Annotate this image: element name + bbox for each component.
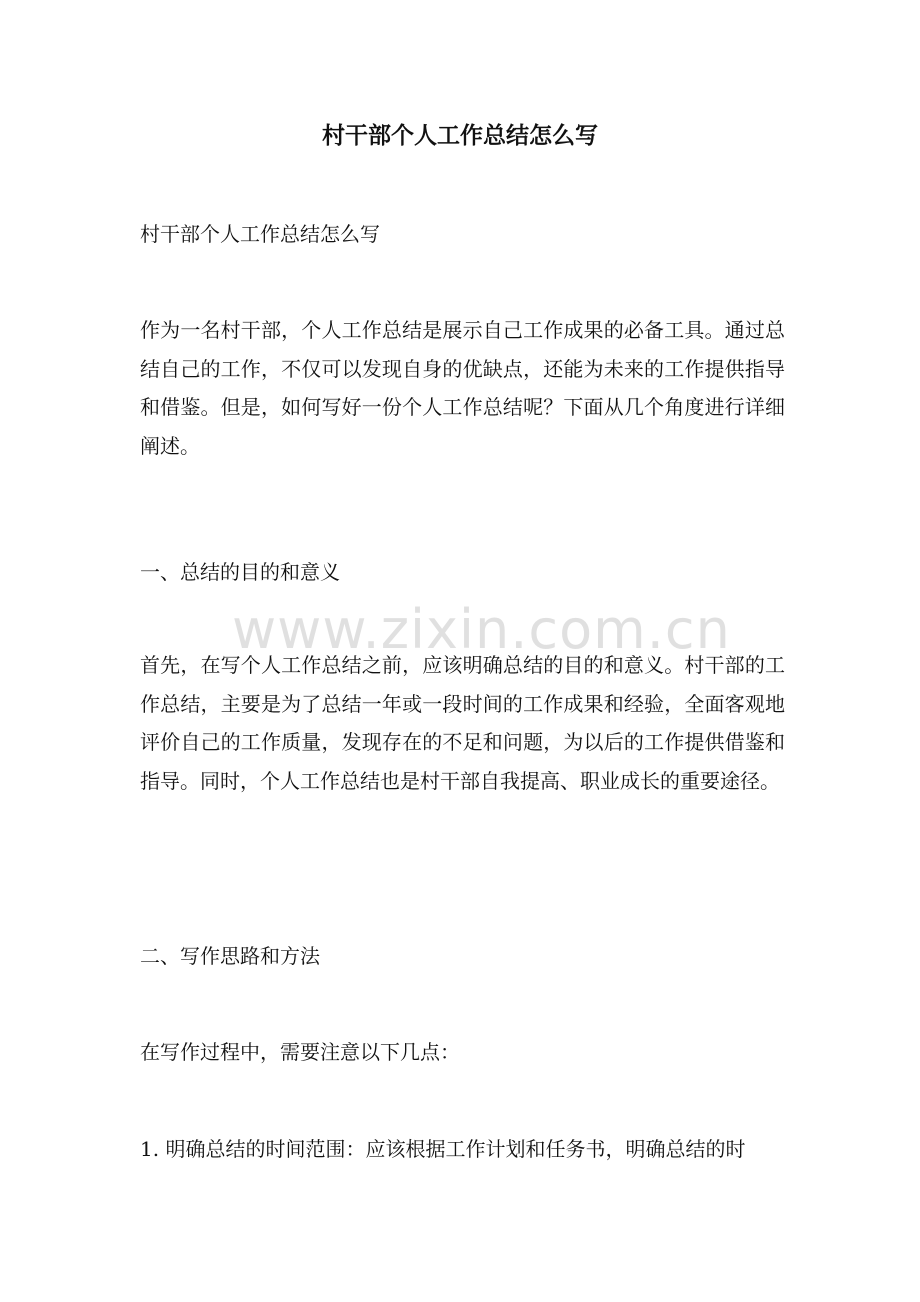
- document-subtitle: 村干部个人工作总结怎么写: [140, 222, 380, 246]
- section-1-heading: 一、总结的目的和意义: [140, 560, 340, 584]
- document-title: 村干部个人工作总结怎么写: [322, 122, 598, 149]
- section-2-intro: 在写作过程中，需要注意以下几点：: [140, 1040, 460, 1064]
- section-2-heading: 二、写作思路和方法: [140, 944, 320, 968]
- list-item-1: 1. 明确总结的时间范围：应该根据工作计划和任务书，明确总结的时: [140, 1137, 746, 1161]
- watermark: www.zixin.com.cn: [232, 598, 731, 661]
- intro-paragraph: 作为一名村干部，个人工作总结是展示自己工作成果的必备工具。通过总结自己的工作，不仅可以发现自身的优缺点，还能为未来的工作提供指导和借鉴。但是，如何写好一份个人工作总结呢？下面从几个角度进行详细阐述。: [140, 318, 785, 458]
- section-1-paragraph: 首先，在写个人工作总结之前，应该明确总结的目的和意义。村干部的工作总结，主要是为了总结一年或一段时间的工作成果和经验，全面客观地评价自己的工作质量，发现存在的不足和问题，为以后的工作提供借鉴和指导。同时，个人工作总结也是村干部自我提高、职业成长的重要途径。: [140, 653, 785, 793]
